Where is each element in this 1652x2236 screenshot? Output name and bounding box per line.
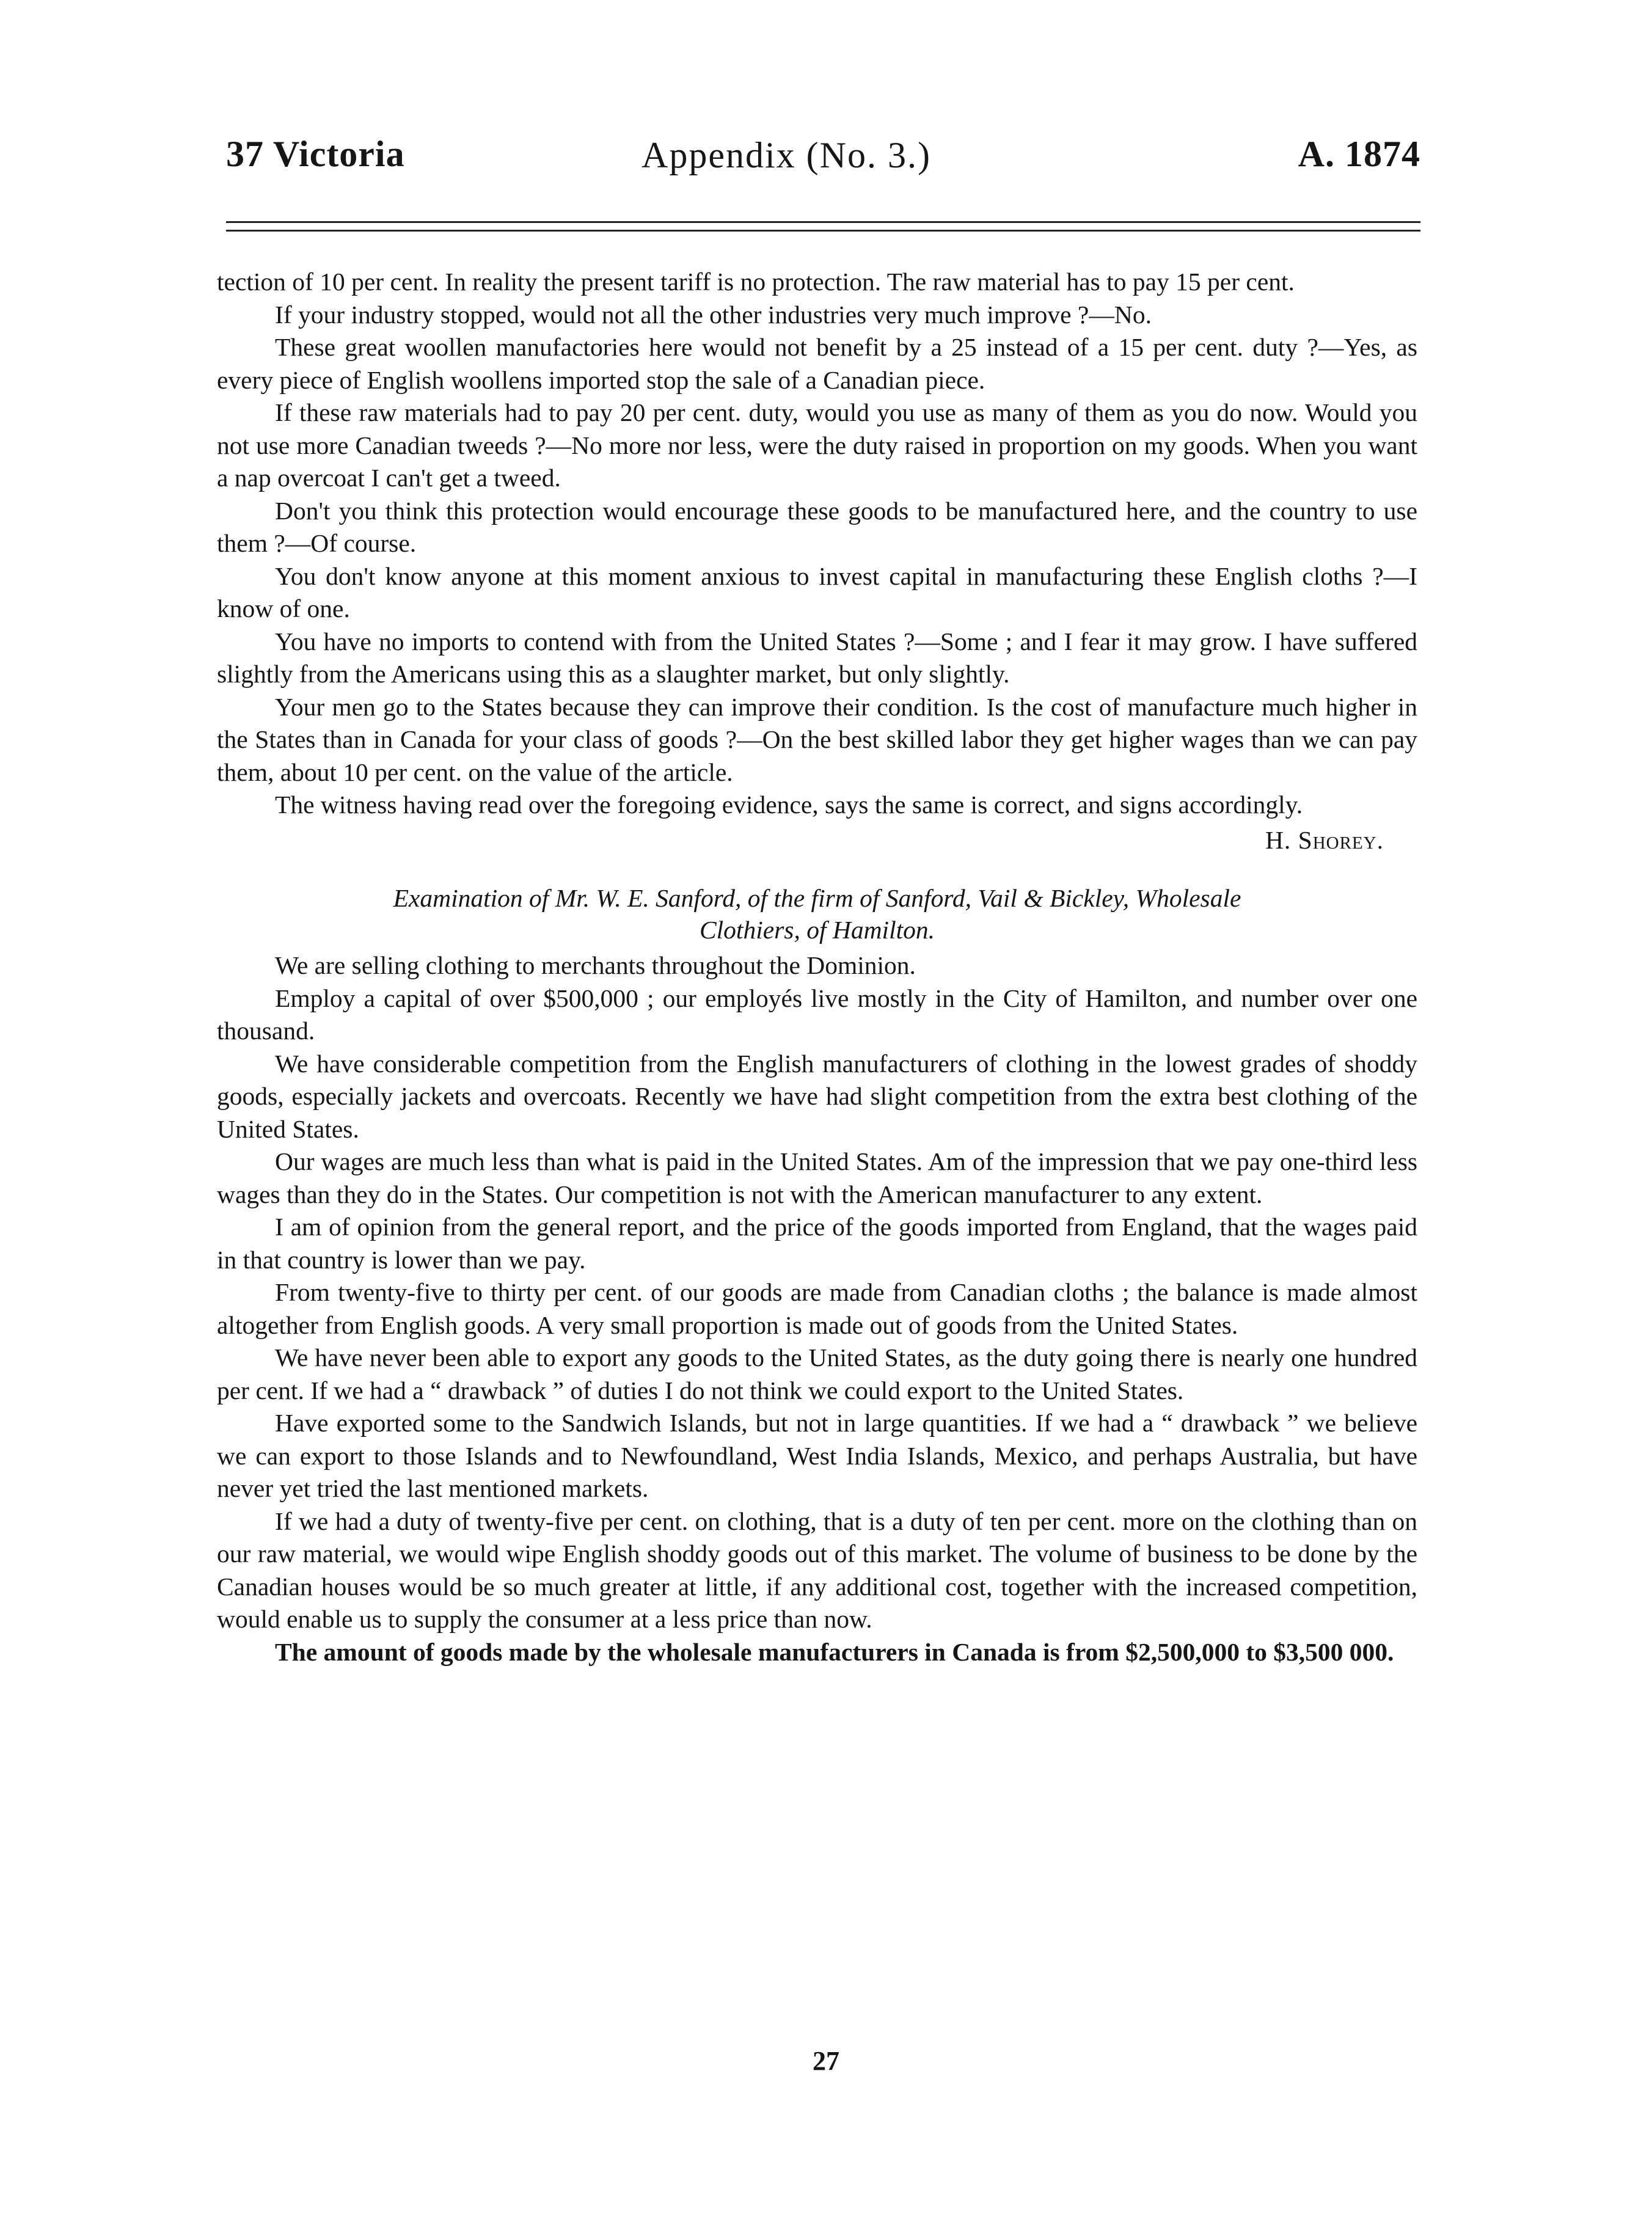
paragraph: You don't know anyone at this moment anxious to invest capital in manufacturing these English cloths ?—I know of one. [217, 561, 1417, 623]
testimony-paragraph: Employ a capital of over $500,000 ; our employés live mostly in the City of Hamilton, and number over one thousand. [217, 984, 1417, 1045]
header-rule-top [226, 221, 1420, 223]
examination-heading-line1: Examination of Mr. W. E. Sanford, of the firm of Sanford, Vail & Bickley, Wholesale [393, 884, 1241, 912]
paragraph: Don't you think this protection would encourage these goods to be manufactured here, and the country to use them ?—Of course. [217, 496, 1417, 557]
paragraph: tection of 10 per cent. In reality the present tariff is no protection. The raw material has to pay 15 per cent. [217, 268, 1295, 296]
testimony-paragraph: From twenty-five to thirty per cent. of our goods are made from Canadian cloths ; the balance is made almost altogether from English goods. A very small proportion is made out of goods from the United States. [217, 1278, 1417, 1339]
testimony-paragraph: The amount of goods made by the wholesale manufacturers in Canada is from $2,500,000 to $3,500 000. [275, 1637, 1394, 1666]
testimony-paragraph: Our wages are much less than what is paid in the United States. Am of the impression that we pay one-third less wages than they do in the States. Our competition is not with the American manufacturer to any extent. [217, 1147, 1417, 1208]
header-appendix: Appendix (No. 3.) [641, 135, 931, 175]
testimony-paragraph: I am of opinion from the general report, and the price of the goods imported from England, that the wages paid in that country is lower than we pay. [217, 1213, 1417, 1274]
testimony-paragraph: We are selling clothing to merchants throughout the Dominion. [275, 951, 916, 979]
page-number: 27 [813, 2046, 839, 2076]
examination-heading-line2: Clothiers, of Hamilton. [699, 916, 935, 944]
page-body [217, 266, 1417, 1668]
paragraph: The witness having read over the foregoing evidence, says the same is correct, and signs accordingly. [275, 791, 1303, 819]
paragraph: If these raw materials had to pay 20 per cent. duty, would you use as many of them as you do now. Would you not use more Canadian tweeds ?—No more nor less, were the duty raised in proportion on my goods. When you want a nap overcoat I can't get a tweed. [217, 398, 1417, 492]
paragraph: If your industry stopped, would not all the other industries very much improve ?—No. [275, 300, 1152, 329]
header-year: A. 1874 [1298, 134, 1420, 174]
paragraph: You have no imports to contend with from the United States ?—Some ; and I fear it may grow. I have suffered slightly from the Americans using this as a slaughter market, but only slightly. [217, 627, 1417, 688]
examination-heading [217, 882, 1417, 946]
testimony-paragraph: If we had a duty of twenty-five per cent. on clothing, that is a duty of ten per cent. more on the clothing than on our raw material, we would wipe English shoddy goods out of this market. The volume of business to be done by the Canadian houses would be so much greater at little, if any additional cost, together with the increased competition, would enable us to supply the consumer at a less price than now. [217, 1507, 1417, 1633]
testimony-paragraph: We have never been able to export any goods to the United States, as the duty going there is nearly one hundred per cent. If we had a “ drawback ” of duties I do not think we could export to the United States. [217, 1343, 1417, 1405]
paragraph: These great woollen manufactories here would not benefit by a 25 instead of a 15 per cent. duty ?—Yes, as every piece of English woollens imported stop the sale of a Canadian piece. [217, 333, 1417, 394]
testimony-paragraph: Have exported some to the Sandwich Islands, but not in large quantities. If we had a “ drawback ” we believe we can export to those Islands and to Newfoundland, West India Islands, Mexico, and perhaps Australia, but have never yet tried the last mentioned markets. [217, 1409, 1417, 1502]
header-session: 37 Victoria [226, 134, 405, 174]
witness-signature [217, 824, 1417, 857]
header-rule-bottom [226, 230, 1420, 232]
testimony-paragraph: We have considerable competition from the English manufacturers of clothing in the lowest grades of shoddy goods, especially jackets and overcoats. Recently we have had slight competition from the extra best clothing of the United States. [217, 1049, 1417, 1143]
paragraph: Your men go to the States because they can improve their condition. Is the cost of manufacture much higher in the States than in Canada for your class of goods ?—On the best skilled labor they get higher wages than we can pay them, about 10 per cent. on the value of the article. [217, 692, 1417, 786]
page-header [226, 133, 1420, 200]
witness-name: H. Shorey. [1265, 825, 1384, 854]
